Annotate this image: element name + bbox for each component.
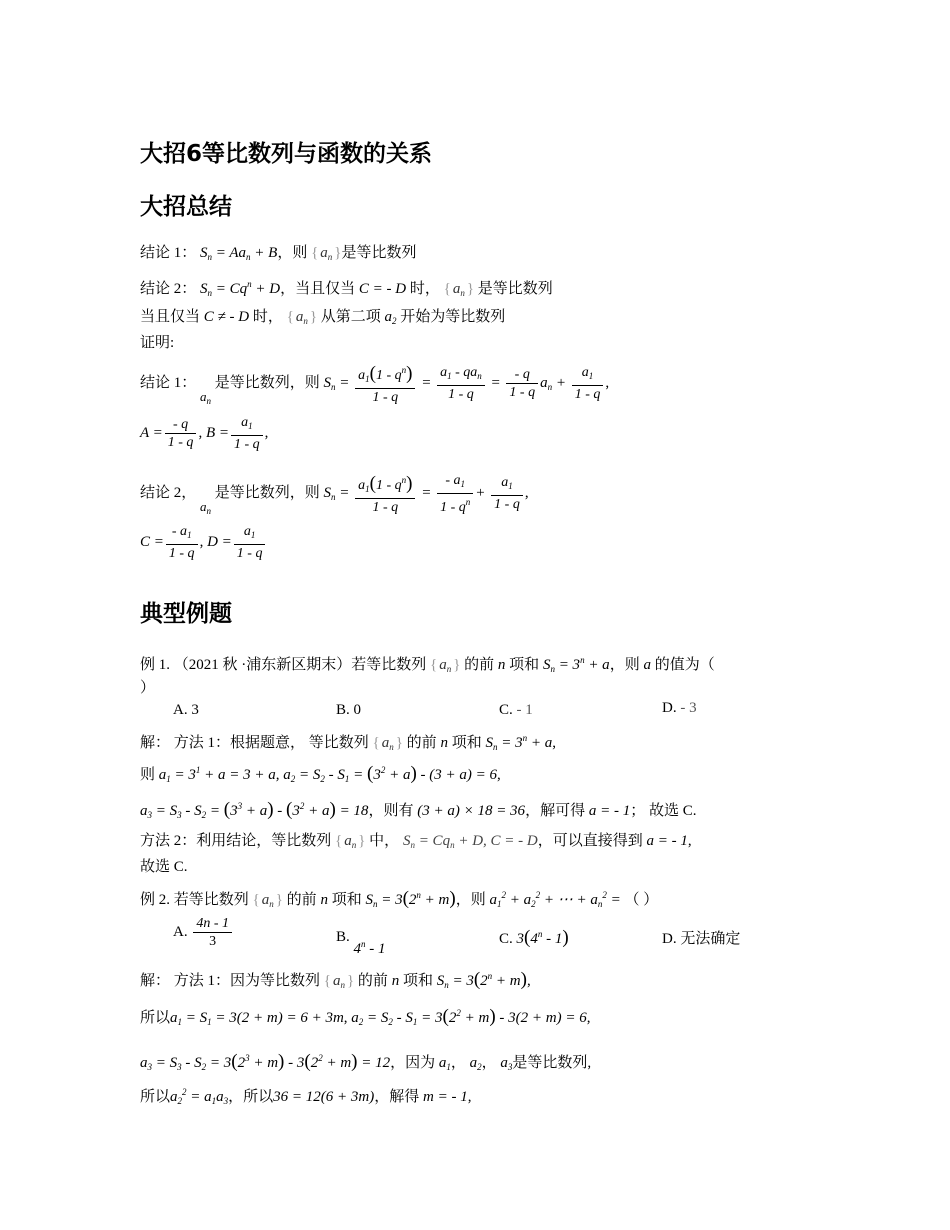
example-1-option-b: B. 0 xyxy=(336,702,362,718)
conclusion-2-cont: 当且仅当 C ≠ - D 时， { $a_n$ } 从第二项 $a_2$ 开始为等比数列 xyxy=(140,307,505,331)
example-2-stem: 例 2. 若等比数列 { $a_n$ } 的前 n 项和 $S_n = 3(2^n + m)$，则 $a_1^2 + a_2^2$ + ⋯ + $a_n^2$ = （ ） xyxy=(140,885,658,914)
example-1-option-d: D. - 3 xyxy=(662,700,697,716)
example-1-stem-end: ） xyxy=(140,680,156,696)
example-1-solution-3: $a_3 = S_3 - S_2 = (3^3 + a) - (3^2 + a) = 18$，则有 (3 + a) × 18 = 36，解可得 a = - 1； 故选 C. xyxy=(140,799,697,820)
conclusion-1: 结论 1： $S_n = Aa_n + B$，则 { $a_n$ } 是等比数列 xyxy=(140,243,417,267)
example-2-solution-1: 解： 方法 1：因为等比数列 { $a_n$ } 的前 n 项和 $S_n = 3(2^n + m)$, xyxy=(140,966,531,995)
proof-1-coeffs: A = $\frac{- q}{1 - q}$ , B = $\frac{a_1}{1 - q}$ , xyxy=(140,415,269,453)
example-1-stem: 例 1. （2021 秋 ·浦东新区期末）若等比数列 { $a_n$ } 的前 n 项和 $S_n = 3^n + a$，则 a 的值为（ xyxy=(140,650,715,679)
example-1-solution-1: 解： 方法 1：根据题意， 等比数列 { $a_n$ } 的前 n 项和 $S_n = 3^n + a$, xyxy=(140,728,556,757)
proof-2-coeffs: C = $\frac{- a_1}{1 - q}$ , D = $\frac{a_1}{1 - q}$ xyxy=(140,520,267,564)
example-1-solution-2: 则 $a_1 = 3^1 + a = 3 + a$, $a_2 = S_2 - S_1 = (3^2 + a) - (3 + a) = 6$, xyxy=(140,763,501,784)
example-2-option-c: C. 3(4$^n$ - 1) xyxy=(499,927,569,948)
proof-label: 证明: xyxy=(140,335,175,351)
section-heading-summary: 大招总结 xyxy=(140,194,232,220)
section-heading-examples: 典型例题 xyxy=(140,601,232,627)
example-2-solution-2: 所以$a_1 = S_1 = 3(2 + m) = 6 + 3m$, $a_2 = S_2 - S_1 = 3(2^2 + m) - 3(2 + m) = 6$, xyxy=(140,1006,591,1027)
example-2-solution-3: $a_3 = S_3 - S_2 = 3(2^3 + m) - 3(2^2 + m) = 12$，因为 $a_1$， $a_2$， $a_3$是等比数列, xyxy=(140,1051,592,1072)
example-2-option-a: A. $\frac{4n - 1}{3}$ xyxy=(173,915,234,950)
example-1-option-a: A. 3 xyxy=(173,702,199,718)
example-2-option-d: D. 无法确定 xyxy=(662,931,741,947)
proof-2-line: 结论 2， $a_n$ 是等比数列，则 $S_n$ = $\frac{a_1(1 - q^n)}{1 - q}$ = $\frac{- a_1}{1 - q^n}$ + $\frac{a_1}{1 - q}$ , xyxy=(140,472,529,516)
example-1-option-c: C. - 1 xyxy=(499,702,533,718)
example-1-method-2-end: 故选 C. xyxy=(140,859,188,875)
example-2-solution-4: 所以$a_2^2 = a_1a_3$，所以36 = 12(6 + 3m)，解得 m = - 1, xyxy=(140,1087,472,1106)
example-1-method-2: 方法 2：利用结论，等比数列 { $a_n$ } 中， $S_n = Cq_n + D$, C = - D，可以直接得到 a = - 1, xyxy=(140,831,692,855)
example-2-option-b: B. 4$^n$ - 1 xyxy=(336,929,386,957)
conclusion-2: 结论 2： $S_n = Cq^n + D$，当且仅当 C = - D 时， { $a_n$ } 是等比数列 xyxy=(140,274,553,303)
proof-1-line: 结论 1： $a_n$ 是等比数列，则 $S_n$ = $\frac{a_1(1 - q^n)}{1 - q}$ = $\frac{a_1 - qa_n}{1 - q}$ = $\frac{- q}{1 - q}$ $a_n$ + $\frac{a_1}{1 - q}$ , xyxy=(140,362,610,406)
page-title: 大招6等比数列与函数的关系 xyxy=(140,141,433,167)
